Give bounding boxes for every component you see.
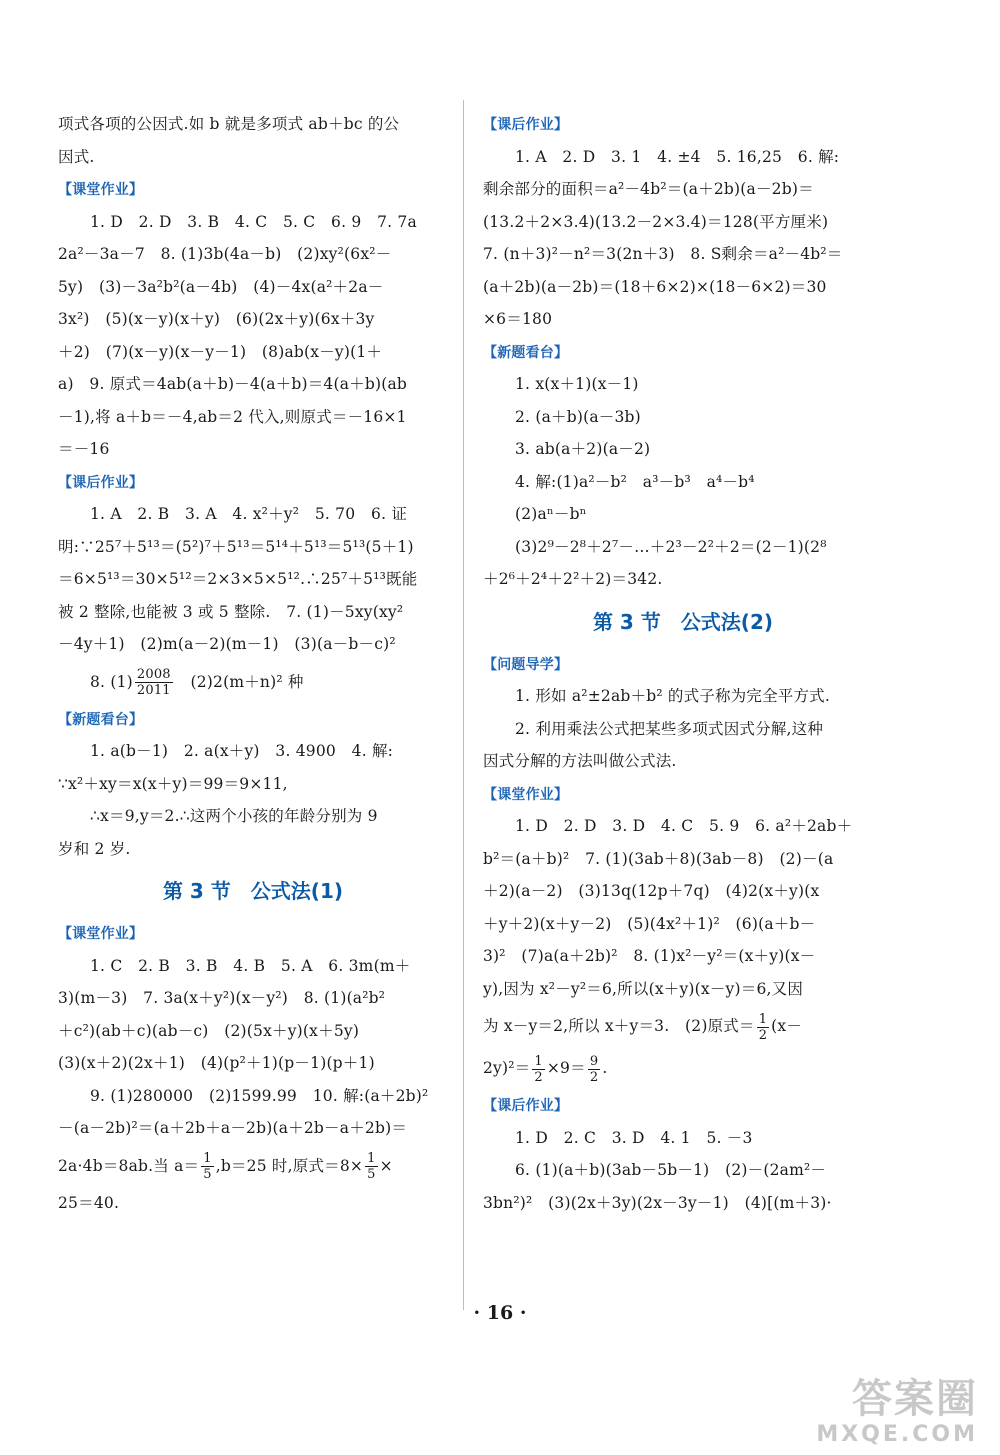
- text-line-fraction: [58, 661, 448, 703]
- numerator: 9: [589, 1053, 599, 1069]
- section-label-kehou: [483, 1089, 883, 1122]
- numerator: 1: [534, 1053, 543, 1069]
- text-line: 剩余部分的面积＝a²－4b²＝(a＋2b)(a－2b)＝: [483, 180, 814, 198]
- label-xinti: 【新题看台】: [483, 344, 569, 361]
- text-line: (a＋2b)(a－2b)＝(18＋6×2)×(18－6×2)＝30: [483, 277, 827, 296]
- text-line: 4. 解:(1)a²－b² a³－b³ a⁴－b⁴: [515, 472, 755, 491]
- text-line: －1),将 a＋b＝－4,ab＝2 代入,则原式＝－16×1: [58, 407, 407, 426]
- denominator: 5: [367, 1167, 376, 1182]
- section-label-kehou: [483, 108, 883, 141]
- text-line: 1. A 2. D 3. 1 4. ±4 5. 16,25 6. 解:: [515, 147, 840, 166]
- fraction: [201, 1151, 213, 1182]
- watermark-url: MXQE.COM: [816, 1422, 978, 1447]
- text-line: 9. (1)280000 (2)1599.99 10. 解:(a＋2b)²: [90, 1086, 429, 1105]
- text-line: ×6＝180: [483, 310, 553, 328]
- numerator: 1: [367, 1151, 376, 1166]
- fraction: [365, 1151, 377, 1182]
- denominator: 5: [203, 1167, 212, 1182]
- text-line: －4y＋1) (2)m(a－2)(m－1) (3)(a－b－c)²: [58, 635, 396, 653]
- label-kehou: 【课后作业】: [483, 117, 569, 133]
- text-fragment: 8. (1): [90, 672, 133, 691]
- section-label-kehou: [58, 466, 448, 499]
- text-line: ＋2)(a－2) (3)13q(12p＋7q) (4)2(x＋y)(x: [483, 882, 820, 900]
- right-column: [483, 108, 883, 1219]
- text-line: 1. x(x＋1)(x－1): [515, 375, 639, 393]
- label-wenti: 【问题导学】: [483, 656, 569, 673]
- page-number: · 16 ·: [473, 1302, 527, 1324]
- label-kehou: 【课后作业】: [483, 1098, 569, 1114]
- text-fragment: 为 x－y＝2,所以 x＋y＝3. (2)原式＝: [483, 1017, 755, 1035]
- text-line: ＝6×5¹³＝30×5¹²＝2×3×5×5¹².∴25⁷＋5¹³既能: [58, 570, 418, 588]
- text-fragment: (x－: [771, 1017, 803, 1035]
- text-line: ＋2⁶＋2⁴＋2²＋2)＝342.: [483, 570, 663, 588]
- text-line: (3)(x＋2)(2x＋1) (4)(p²＋1)(p－1)(p＋1): [58, 1054, 375, 1072]
- text-line: 3bn²)² (3)(2x＋3y)(2x－3y－1) (4)[(m＋3)·: [483, 1193, 832, 1212]
- text-fragment: .: [602, 1059, 608, 1077]
- denominator: 2: [758, 1027, 768, 1043]
- text-line: ＋y＋2)(x＋y－2) (5)(4x²＋1)² (6)(a＋b－: [483, 914, 816, 933]
- text-line: 因式分解的方法叫做公式法.: [483, 752, 677, 770]
- text-line: 3x²) (5)(x－y)(x＋y) (6)(2x＋y)(6x＋3y: [58, 310, 375, 328]
- text-line: b²＝(a＋b)² 7. (1)(3ab＋8)(3ab－8) (2)－(a: [483, 849, 834, 868]
- label-kehou: 【课后作业】: [58, 474, 144, 491]
- text-line: (13.2＋2×3.4)(13.2－2×3.4)＝128(平方厘米): [483, 212, 829, 231]
- text-line: 明:∵25⁷＋5¹³＝(5²)⁷＋5¹³＝5¹⁴＋5¹³＝5¹³(5＋1): [58, 537, 414, 556]
- text-line: 1. 形如 a²±2ab＋b² 的式子称为完全平方式.: [515, 687, 830, 705]
- text-line: (2)aⁿ－bⁿ: [515, 505, 587, 523]
- text-line: 1. C 2. B 3. B 4. B 5. A 6. 3m(m＋: [90, 956, 411, 975]
- denominator: 2: [589, 1069, 599, 1085]
- label-ketang: 【课堂作业】: [58, 926, 144, 942]
- section-heading: 第 3 节 公式法(2): [592, 609, 774, 634]
- label-ketang: 【课堂作业】: [58, 182, 144, 198]
- text-line: 1. A 2. B 3. A 4. x²＋y² 5. 70 6. 证: [90, 505, 408, 523]
- text-line: 6. (1)(a＋b)(3ab－5b－1) (2)－(2am²－: [515, 1161, 827, 1179]
- text-fragment: 2y)²＝: [483, 1059, 531, 1077]
- text-line: 岁和 2 岁.: [58, 839, 131, 858]
- text-line: －(a－2b)²＝(a＋2b＋a－2b)(a＋2b－a＋2b)＝: [58, 1119, 408, 1137]
- text-line: ∵x²＋xy＝x(x＋y)＝99＝9×11,: [58, 774, 288, 793]
- text-line: 3)(m－3) 7. 3a(x＋y²)(x－y²) 8. (1)(a²b²: [58, 989, 386, 1007]
- text-line: 因式.: [58, 147, 95, 166]
- text-line: 3. ab(a＋2)(a－2): [515, 440, 651, 458]
- text-line-fraction: [58, 1145, 448, 1187]
- section-heading: 第 3 节 公式法(1): [162, 879, 344, 903]
- label-xinti: 【新题看台】: [58, 711, 144, 728]
- fraction: [532, 1054, 544, 1085]
- text-line: (3)2⁹－2⁸＋2⁷－…＋2³－2²＋2＝(2－1)(2⁸: [515, 537, 827, 556]
- text-line: 25＝40.: [58, 1193, 120, 1212]
- text-fragment: ,b＝25 时,原式＝8×: [215, 1156, 364, 1175]
- text-line: y),因为 x²－y²＝6,所以(x＋y)(x－y)＝6,又因: [483, 979, 804, 998]
- text-line: 1. a(b－1) 2. a(x＋y) 3. 4900 4. 解:: [90, 742, 394, 760]
- numerator: 1: [758, 1011, 768, 1027]
- numerator: 2008: [136, 667, 171, 682]
- text-line: 1. D 2. C 3. D 4. 1 5. －3: [515, 1128, 753, 1147]
- text-fragment: ×9＝: [546, 1059, 586, 1077]
- text-line: 被 2 整除,也能被 3 或 5 整除. 7. (1)－5xy(xy²: [58, 602, 404, 621]
- text-line: 项式各项的公因式.如 b 就是多项式 ab＋bc 的公: [58, 115, 400, 133]
- denominator: 2: [534, 1069, 543, 1085]
- text-line: a) 9. 原式＝4ab(a＋b)－4(a＋b)＝4(a＋b)(ab: [58, 375, 408, 393]
- text-line: ＋2) (7)(x－y)(x－y－1) (8)ab(x－y)(1＋: [58, 342, 383, 361]
- text-line: 2. (a＋b)(a－3b): [515, 407, 641, 426]
- text-fragment: 2a·4b＝8ab.当 a＝: [58, 1156, 200, 1175]
- text-line: 7. (n＋3)²－n²＝3(2n＋3) 8. S剩余＝a²－4b²＝: [483, 245, 843, 263]
- section-label-ketang: [58, 173, 448, 206]
- section-label-xinti: [483, 336, 883, 369]
- fraction: [757, 1012, 769, 1043]
- denominator: 2011: [136, 683, 171, 698]
- section-label-ketang: [483, 778, 883, 811]
- watermark-text: 答案圈: [852, 1376, 978, 1422]
- text-line: ＋c²)(ab＋c)(ab－c) (2)(5x＋y)(x＋5y): [58, 1021, 360, 1040]
- section-label-ketang: [58, 917, 448, 950]
- left-column: [58, 108, 448, 1219]
- text-line: ∴x＝9,y＝2.∴这两个小孩的年龄分别为 9: [90, 807, 378, 825]
- text-line: 1. D 2. D 3. B 4. C 5. C 6. 9 7. 7a: [90, 212, 417, 231]
- fraction: [135, 667, 173, 698]
- text-line: 1. D 2. D 3. D 4. C 5. 9 6. a²＋2ab＋: [515, 817, 853, 835]
- text-line: ＝－16: [58, 440, 110, 458]
- text-line: 2a²－3a－7 8. (1)3b(4a－b) (2)xy²(6x²－: [58, 245, 392, 263]
- text-fragment: (2)2(m＋n)² 种: [174, 672, 304, 691]
- text-line: 2. 利用乘法公式把某些多项式因式分解,这种: [515, 719, 824, 738]
- section-label-wenti: [483, 648, 883, 681]
- watermark-logo: [788, 1367, 988, 1447]
- text-line: 3)² (7)a(a＋2b)² 8. (1)x²－y²＝(x＋y)(x－: [483, 947, 816, 965]
- text-line-fraction: [483, 1047, 883, 1089]
- column-divider: [463, 100, 464, 1310]
- section-label-xinti: [58, 703, 448, 736]
- fraction: [588, 1054, 600, 1085]
- text-fragment: ×: [379, 1156, 393, 1175]
- text-line-fraction: [483, 1005, 883, 1047]
- text-line: 5y) (3)－3a²b²(a－4b) (4)－4x(a²＋2a－: [58, 277, 384, 296]
- label-ketang: 【课堂作业】: [483, 786, 569, 803]
- numerator: 1: [203, 1151, 212, 1166]
